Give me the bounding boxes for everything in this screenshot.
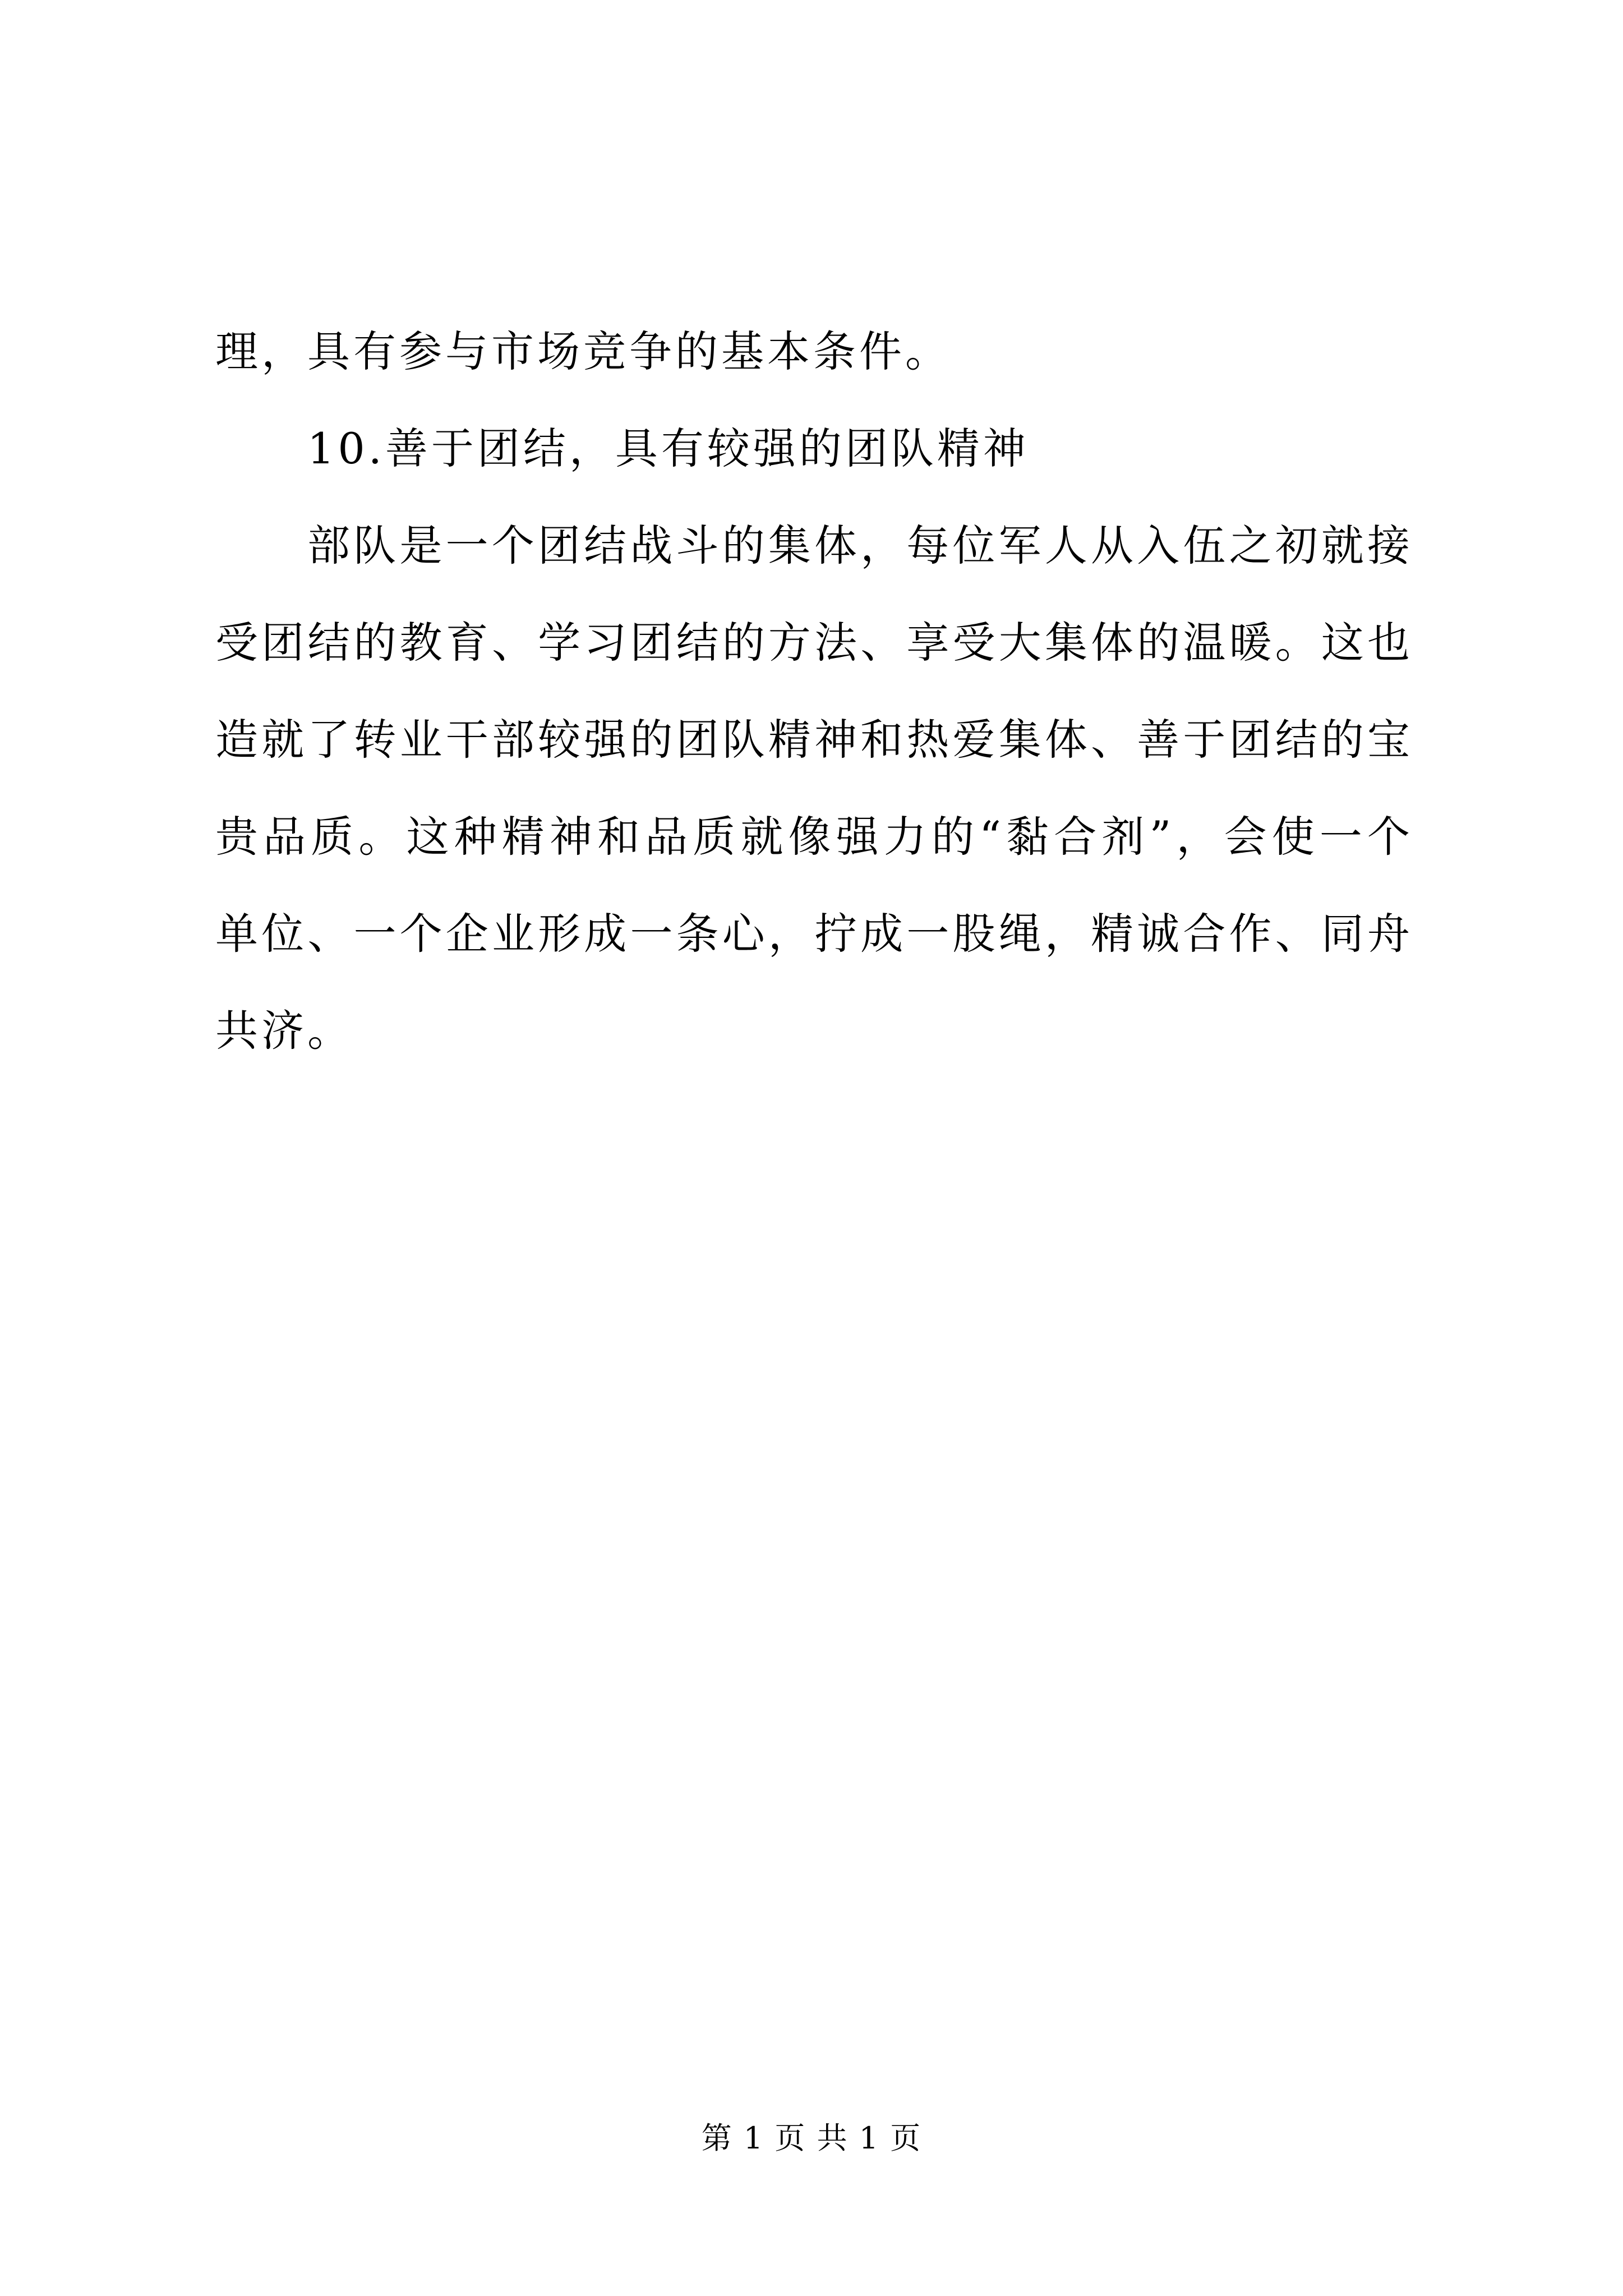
page-footer: 第 1 页 共 1 页 (701, 2120, 922, 2156)
document-body (215, 303, 1413, 1079)
paragraph-continuation: 理，具有参与市场竞争的基本条件。 (215, 326, 951, 376)
body-paragraph: 部队是一个团结战斗的集体，每位军人从入伍之初就接受团结的教育、学习团结的方法、享受大集体的温暖。这也造就了转业干部较强的团队精神和热爱集体、善于团结的宝贵品质。这种精神和品质就像强力的“黏合剂”，会使一个单位、一个企业形成一条心，拧成一股绳，精诚合作、同舟共济。 (215, 521, 1413, 1056)
section-heading: 10.善于团结，具有较强的团队精神 (307, 424, 1029, 473)
